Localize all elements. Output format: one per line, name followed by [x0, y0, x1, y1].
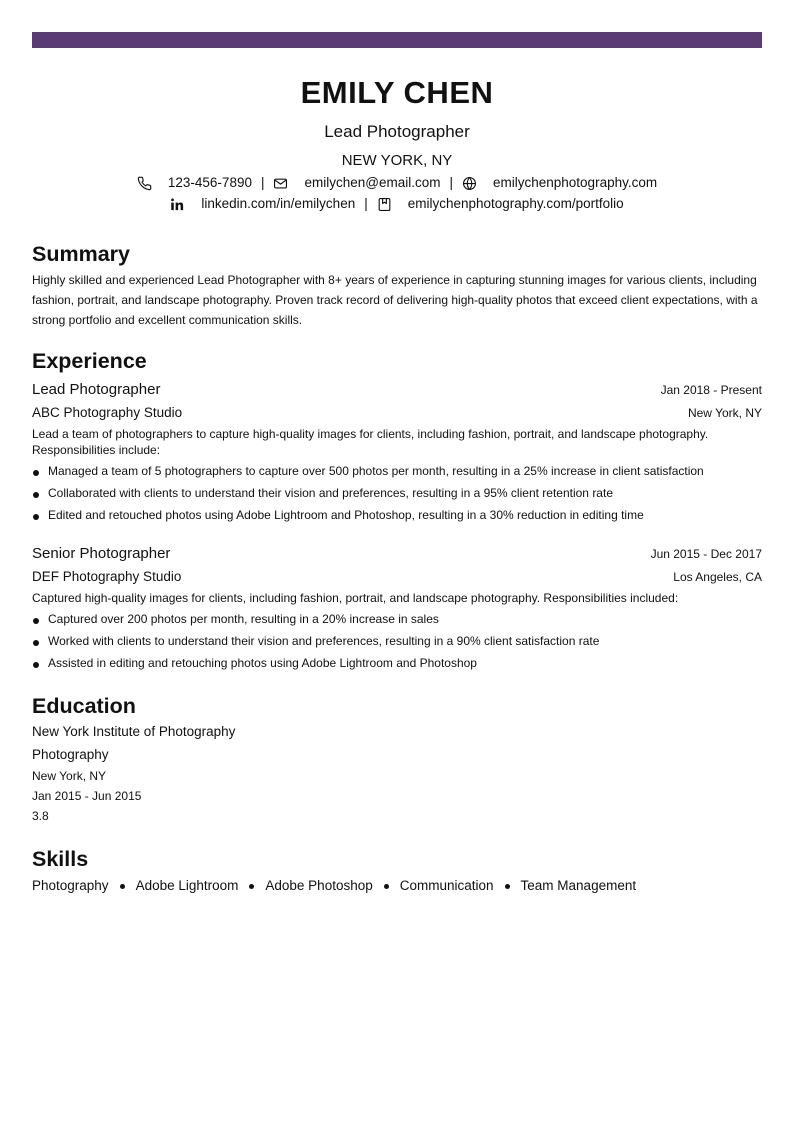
contact-row-secondary: [32, 195, 762, 213]
resume-header: [32, 74, 762, 213]
list-item: Worked with clients to understand their vision and preferences, resulting in a 90% client satisfaction rate: [32, 630, 762, 652]
website-link[interactable]: emilychenphotography.com: [493, 175, 658, 190]
company-name: ABC Photography Studio: [32, 405, 183, 420]
contact-row-primary: [32, 174, 762, 192]
separator: |: [449, 175, 453, 190]
job-description: Captured high-quality images for clients, including fashion, portrait, and landscape photography. Responsibilities included:: [32, 591, 679, 605]
summary-section: [32, 241, 762, 330]
education-heading: Education: [32, 694, 136, 718]
skill-item: Adobe Photoshop: [265, 878, 373, 893]
linkedin-icon: [170, 197, 185, 212]
email-address[interactable]: emilychen@email.com: [304, 175, 441, 190]
candidate-location: NEW YORK, NY: [341, 152, 453, 169]
separator: |: [260, 175, 265, 190]
company-name: DEF Photography Studio: [32, 569, 182, 584]
job-entry: [32, 544, 762, 674]
field-of-study: Photography: [32, 747, 109, 762]
portfolio-link[interactable]: emilychenphotography.com/portfolio: [407, 196, 624, 211]
job-entry: [32, 380, 762, 526]
candidate-title: Lead Photographer: [324, 122, 470, 141]
job-bullets: [32, 608, 762, 674]
list-item: Edited and retouched photos using Adobe Lightroom and Photoshop, resulting in a 30% reduction in editing time: [32, 504, 762, 526]
summary-heading: Summary: [32, 242, 130, 266]
bullet-dot: [505, 884, 510, 889]
experience-heading: Experience: [32, 349, 147, 373]
school-name: New York Institute of Photography: [32, 724, 236, 739]
skills-heading: Skills: [32, 847, 89, 871]
candidate-name: EMILY CHEN: [300, 75, 494, 110]
job-location: New York, NY: [687, 406, 762, 420]
gpa: 3.8: [32, 809, 49, 823]
skills-list: [32, 876, 762, 896]
list-item: Captured over 200 photos per month, resulting in a 20% increase in sales: [32, 608, 762, 630]
job-bullets: [32, 460, 762, 526]
summary-text: Highly skilled and experienced Lead Photographer with 8+ years of experience in capturing stunning images for various clients, including fashion, portrait, and landscape photography. Proven track record of delivering high-quality photos that exceed client expectations, with a strong portfolio and excellent communication skills.: [32, 273, 758, 327]
job-dates: Jun 2015 - Dec 2017: [650, 547, 762, 561]
school-location: New York, NY: [32, 769, 107, 783]
bullet-dot: [249, 884, 254, 889]
bullet-dot: [384, 884, 389, 889]
linkedin-link[interactable]: linkedin.com/in/emilychen: [201, 196, 356, 211]
list-item: Managed a team of 5 photographers to capture over 500 photos per month, resulting in a 25% increase in client satisfaction: [32, 460, 762, 482]
list-item: Assisted in editing and retouching photos using Adobe Lightroom and Photoshop: [32, 652, 762, 674]
job-location: Los Angeles, CA: [673, 570, 762, 584]
portfolio-icon: [377, 197, 392, 212]
skill-item: Communication: [399, 878, 494, 893]
phone-number[interactable]: 123-456-7890: [167, 175, 252, 190]
skill-item: Team Management: [520, 878, 637, 893]
accent-bar: [32, 32, 762, 48]
separator: |: [364, 196, 368, 211]
skill-item: Adobe Lightroom: [135, 878, 239, 893]
job-dates: Jan 2018 - Present: [660, 383, 762, 397]
globe-icon: [462, 176, 477, 191]
education-section: [32, 693, 762, 826]
list-item: Collaborated with clients to understand their vision and preferences, resulting in a 95% client retention rate: [32, 482, 762, 504]
bullet-dot: [120, 884, 125, 889]
experience-section: [32, 348, 762, 674]
email-icon: [273, 176, 288, 191]
phone-icon: [137, 176, 152, 191]
skills-section: [32, 846, 762, 896]
job-description: Lead a team of photographers to capture high-quality images for clients, including fashion, portrait, and landscape photography. Responsibilities include:: [32, 427, 709, 457]
job-title: Senior Photographer: [32, 545, 171, 562]
job-title: Lead Photographer: [32, 381, 161, 398]
skill-item: Photography: [32, 878, 109, 893]
education-dates: Jan 2015 - Jun 2015: [32, 789, 142, 803]
